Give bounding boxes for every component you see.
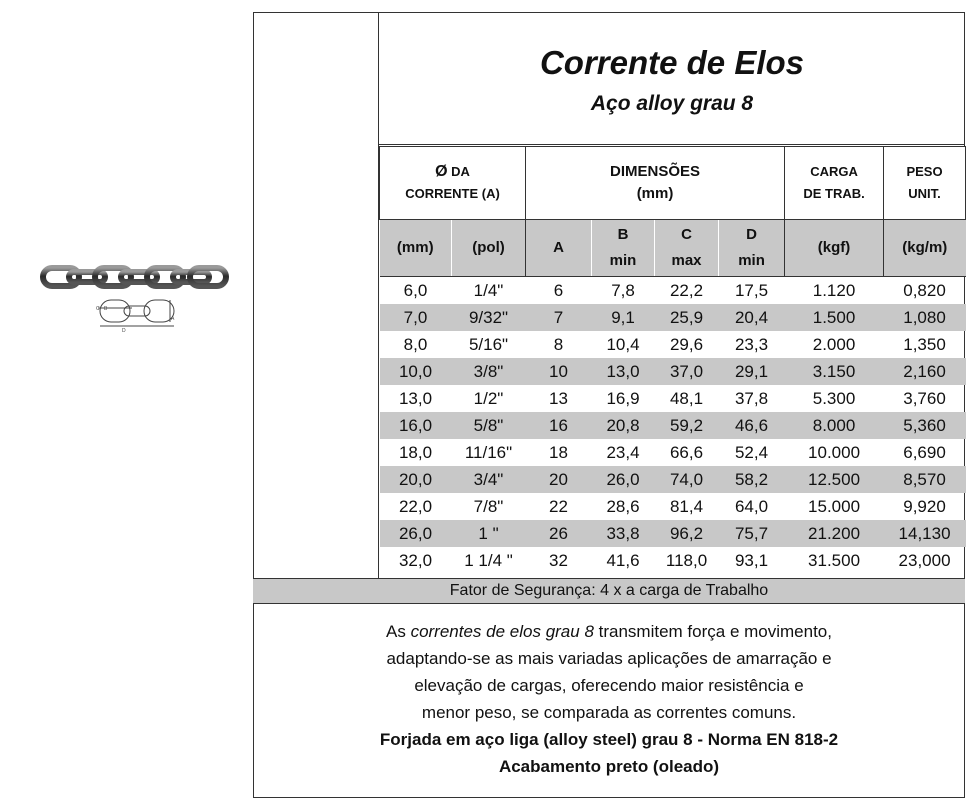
cell-diameter-mm: 32,0 xyxy=(398,551,433,570)
cell-dim-a: 7 xyxy=(526,304,592,331)
cell-dim-c: 37,0 xyxy=(655,358,719,385)
description-line-1-pre: As xyxy=(386,622,411,641)
table-row xyxy=(380,412,966,439)
cell-diameter-mm: 20,0 xyxy=(380,466,452,493)
cell-dim-b: 26,0 xyxy=(592,466,655,493)
description-line-4: menor peso, se comparada as correntes comuns. xyxy=(421,703,797,722)
cell-dim-a: 22 xyxy=(549,497,568,516)
cell-working-load: 8.000 xyxy=(785,412,884,439)
table-row xyxy=(380,304,966,331)
cell-unit-weight: 23,000 xyxy=(898,551,951,570)
cell-unit-weight: 9,920 xyxy=(903,497,946,516)
cell-diameter-mm: 16,0 xyxy=(380,412,452,439)
subheader-pol: (pol) xyxy=(452,220,526,277)
table-row xyxy=(380,547,966,574)
cell-working-load: 10.000 xyxy=(808,443,861,462)
cell-dim-b: 7,8 xyxy=(611,281,635,300)
cell-dim-a: 6 xyxy=(553,281,564,300)
description-finish-line: Acabamento preto (oleado) xyxy=(498,757,720,776)
cell-dim-b: 9,1 xyxy=(592,304,655,331)
cell-diameter-mm: 26,0 xyxy=(380,520,452,547)
table-row xyxy=(380,466,966,493)
dimensions-label-1: DIMENSÕES xyxy=(610,163,701,180)
cell-working-load: 5.300 xyxy=(812,389,856,408)
cell-dim-d: 37,8 xyxy=(734,389,769,408)
cell-working-load: 2.000 xyxy=(812,335,856,354)
cell-diameter-mm: 22,0 xyxy=(398,497,433,516)
cell-working-load: 15.000 xyxy=(808,497,861,516)
description-line-1-italic: correntes de elos grau 8 xyxy=(410,622,594,641)
cell-dim-c: 81,4 xyxy=(669,497,704,516)
cell-dim-d: 46,6 xyxy=(719,412,785,439)
cell-unit-weight: 1,350 xyxy=(903,335,946,354)
carga-label-2: DE TRAB. xyxy=(803,186,865,201)
peso-label-1: PESO xyxy=(906,164,943,179)
cell-diameter-pol: 5/16" xyxy=(468,335,509,354)
header-diameter xyxy=(380,147,526,220)
cell-diameter-pol: 3/8" xyxy=(452,358,526,385)
carga-label-1: CARGA xyxy=(810,164,858,179)
description-line-1 xyxy=(253,618,965,645)
cell-dim-a: 8 xyxy=(553,335,564,354)
cell-unit-weight: 2,160 xyxy=(884,358,966,385)
table-row xyxy=(380,385,966,412)
cell-dim-a: 18 xyxy=(549,443,568,462)
cell-diameter-pol: 3/4" xyxy=(452,466,526,493)
cell-dim-c: 96,2 xyxy=(655,520,719,547)
cell-diameter-mm: 6,0 xyxy=(403,281,428,300)
cell-diameter-mm: 8,0 xyxy=(403,335,428,354)
table-row xyxy=(380,520,966,547)
table-row xyxy=(380,331,966,358)
diameter-label-2: CORRENTE (A) xyxy=(405,186,500,201)
cell-dim-c: 29,6 xyxy=(669,335,704,354)
header-unit-weight xyxy=(884,147,966,220)
cell-working-load: 12.500 xyxy=(785,466,884,493)
subheader-mm: (mm) xyxy=(380,220,452,277)
cell-dim-c: 118,0 xyxy=(665,551,708,570)
cell-dim-d: 75,7 xyxy=(719,520,785,547)
cell-working-load: 3.150 xyxy=(785,358,884,385)
subheader-d-sub: min xyxy=(738,252,765,269)
cell-unit-weight: 6,690 xyxy=(903,443,946,462)
cell-working-load: 1.120 xyxy=(812,281,856,300)
header-dimensions xyxy=(526,147,785,220)
subheader-c-sub: max xyxy=(671,252,702,269)
cell-dim-b: 23,4 xyxy=(606,443,640,462)
cell-dim-b: 33,8 xyxy=(592,520,655,547)
cell-dim-b: 16,9 xyxy=(606,389,640,408)
cell-dim-a: 20 xyxy=(526,466,592,493)
description-material-line: Forjada em aço liga (alloy steel) grau 8 - Norma EN 818-2 xyxy=(379,730,839,749)
page-title: Corrente de Elos xyxy=(539,44,805,81)
table-row xyxy=(380,439,966,466)
description-line-1-post: transmitem força e movimento, xyxy=(593,622,832,641)
cell-diameter-pol: 5/8" xyxy=(452,412,526,439)
cell-diameter-mm: 18,0 xyxy=(398,443,433,462)
diameter-symbol: Ø xyxy=(435,163,448,180)
cell-dim-b: 28,6 xyxy=(606,497,640,516)
cell-dim-c: 66,6 xyxy=(669,443,704,462)
cell-working-load: 1.500 xyxy=(785,304,884,331)
dimensions-label-2: (mm) xyxy=(636,185,674,202)
cell-dim-d: 58,2 xyxy=(719,466,785,493)
cell-unit-weight: 5,360 xyxy=(884,412,966,439)
cell-unit-weight: 8,570 xyxy=(884,466,966,493)
cell-dim-d: 17,5 xyxy=(734,281,769,300)
specification-table xyxy=(379,146,966,574)
table-row xyxy=(380,277,966,305)
title-box xyxy=(379,12,965,145)
cell-dim-d: 29,1 xyxy=(719,358,785,385)
cell-diameter-mm: 10,0 xyxy=(380,358,452,385)
cell-dim-d: 52,4 xyxy=(734,443,769,462)
cell-dim-d: 93,1 xyxy=(734,551,769,570)
subheader-b xyxy=(592,220,655,277)
cell-dim-d: 23,3 xyxy=(734,335,769,354)
cell-dim-c: 22,2 xyxy=(669,281,704,300)
subheader-b-sub: min xyxy=(609,252,637,269)
cell-unit-weight: 14,130 xyxy=(884,520,966,547)
page-subtitle: Aço alloy grau 8 xyxy=(590,92,754,115)
cell-dim-b: 41,6 xyxy=(606,551,640,570)
subheader-c-letter: C xyxy=(681,226,692,243)
cell-diameter-pol: 9/32" xyxy=(452,304,526,331)
left-margin-column xyxy=(253,12,379,578)
header-working-load xyxy=(785,147,884,220)
cell-dim-a: 13 xyxy=(549,389,568,408)
cell-diameter-pol: 1/2" xyxy=(473,389,504,408)
cell-dim-d: 20,4 xyxy=(719,304,785,331)
subheader-d xyxy=(719,220,785,277)
chain-photo-icon xyxy=(40,262,230,337)
specification-table-body xyxy=(380,277,966,575)
cell-dim-c: 25,9 xyxy=(655,304,719,331)
cell-diameter-pol: 11/16" xyxy=(464,443,513,462)
cell-dim-d: 64,0 xyxy=(734,497,769,516)
svg-text:A: A xyxy=(171,316,175,322)
cell-diameter-mm: 13,0 xyxy=(398,389,433,408)
cell-diameter-mm: 7,0 xyxy=(380,304,452,331)
cell-dim-a: 26 xyxy=(526,520,592,547)
cell-dim-b: 10,4 xyxy=(606,335,640,354)
svg-text:B: B xyxy=(104,306,108,312)
cell-dim-c: 59,2 xyxy=(655,412,719,439)
description-block xyxy=(253,618,965,780)
safety-factor-bar: Fator de Segurança: 4 x a carga de Trabalho xyxy=(253,578,965,604)
diameter-label-1: DA xyxy=(451,164,470,179)
cell-diameter-pol: 7/8" xyxy=(473,497,504,516)
description-line-2: adaptando-se as mais variadas aplicações de amarração e xyxy=(386,649,832,668)
cell-dim-a: 16 xyxy=(526,412,592,439)
peso-label-2: UNIT. xyxy=(908,186,941,201)
svg-text:C: C xyxy=(96,306,100,312)
cell-dim-a: 32 xyxy=(549,551,568,570)
cell-diameter-pol: 1 1/4 " xyxy=(464,551,513,570)
cell-diameter-pol: 1 " xyxy=(452,520,526,547)
table-row xyxy=(380,358,966,385)
cell-working-load: 21.200 xyxy=(785,520,884,547)
description-line-3: elevação de cargas, oferecendo maior resistência e xyxy=(414,676,804,695)
subheader-a: A xyxy=(526,220,592,277)
subheader-kgm: (kg/m) xyxy=(884,220,966,277)
cell-diameter-pol: 1/4" xyxy=(473,281,504,300)
subheader-d-letter: D xyxy=(746,226,757,243)
cell-dim-c: 48,1 xyxy=(669,389,704,408)
cell-unit-weight: 0,820 xyxy=(903,281,946,300)
cell-working-load: 31.500 xyxy=(808,551,861,570)
subheader-c xyxy=(655,220,719,277)
subheader-b-letter: B xyxy=(617,226,629,243)
cell-unit-weight: 1,080 xyxy=(884,304,966,331)
table-row xyxy=(380,493,966,520)
cell-dim-c: 74,0 xyxy=(655,466,719,493)
cell-dim-b: 13,0 xyxy=(592,358,655,385)
cell-unit-weight: 3,760 xyxy=(903,389,946,408)
cell-dim-a: 10 xyxy=(526,358,592,385)
subheader-kgf: (kgf) xyxy=(785,220,884,277)
cell-dim-b: 20,8 xyxy=(592,412,655,439)
svg-text:D: D xyxy=(122,328,126,334)
